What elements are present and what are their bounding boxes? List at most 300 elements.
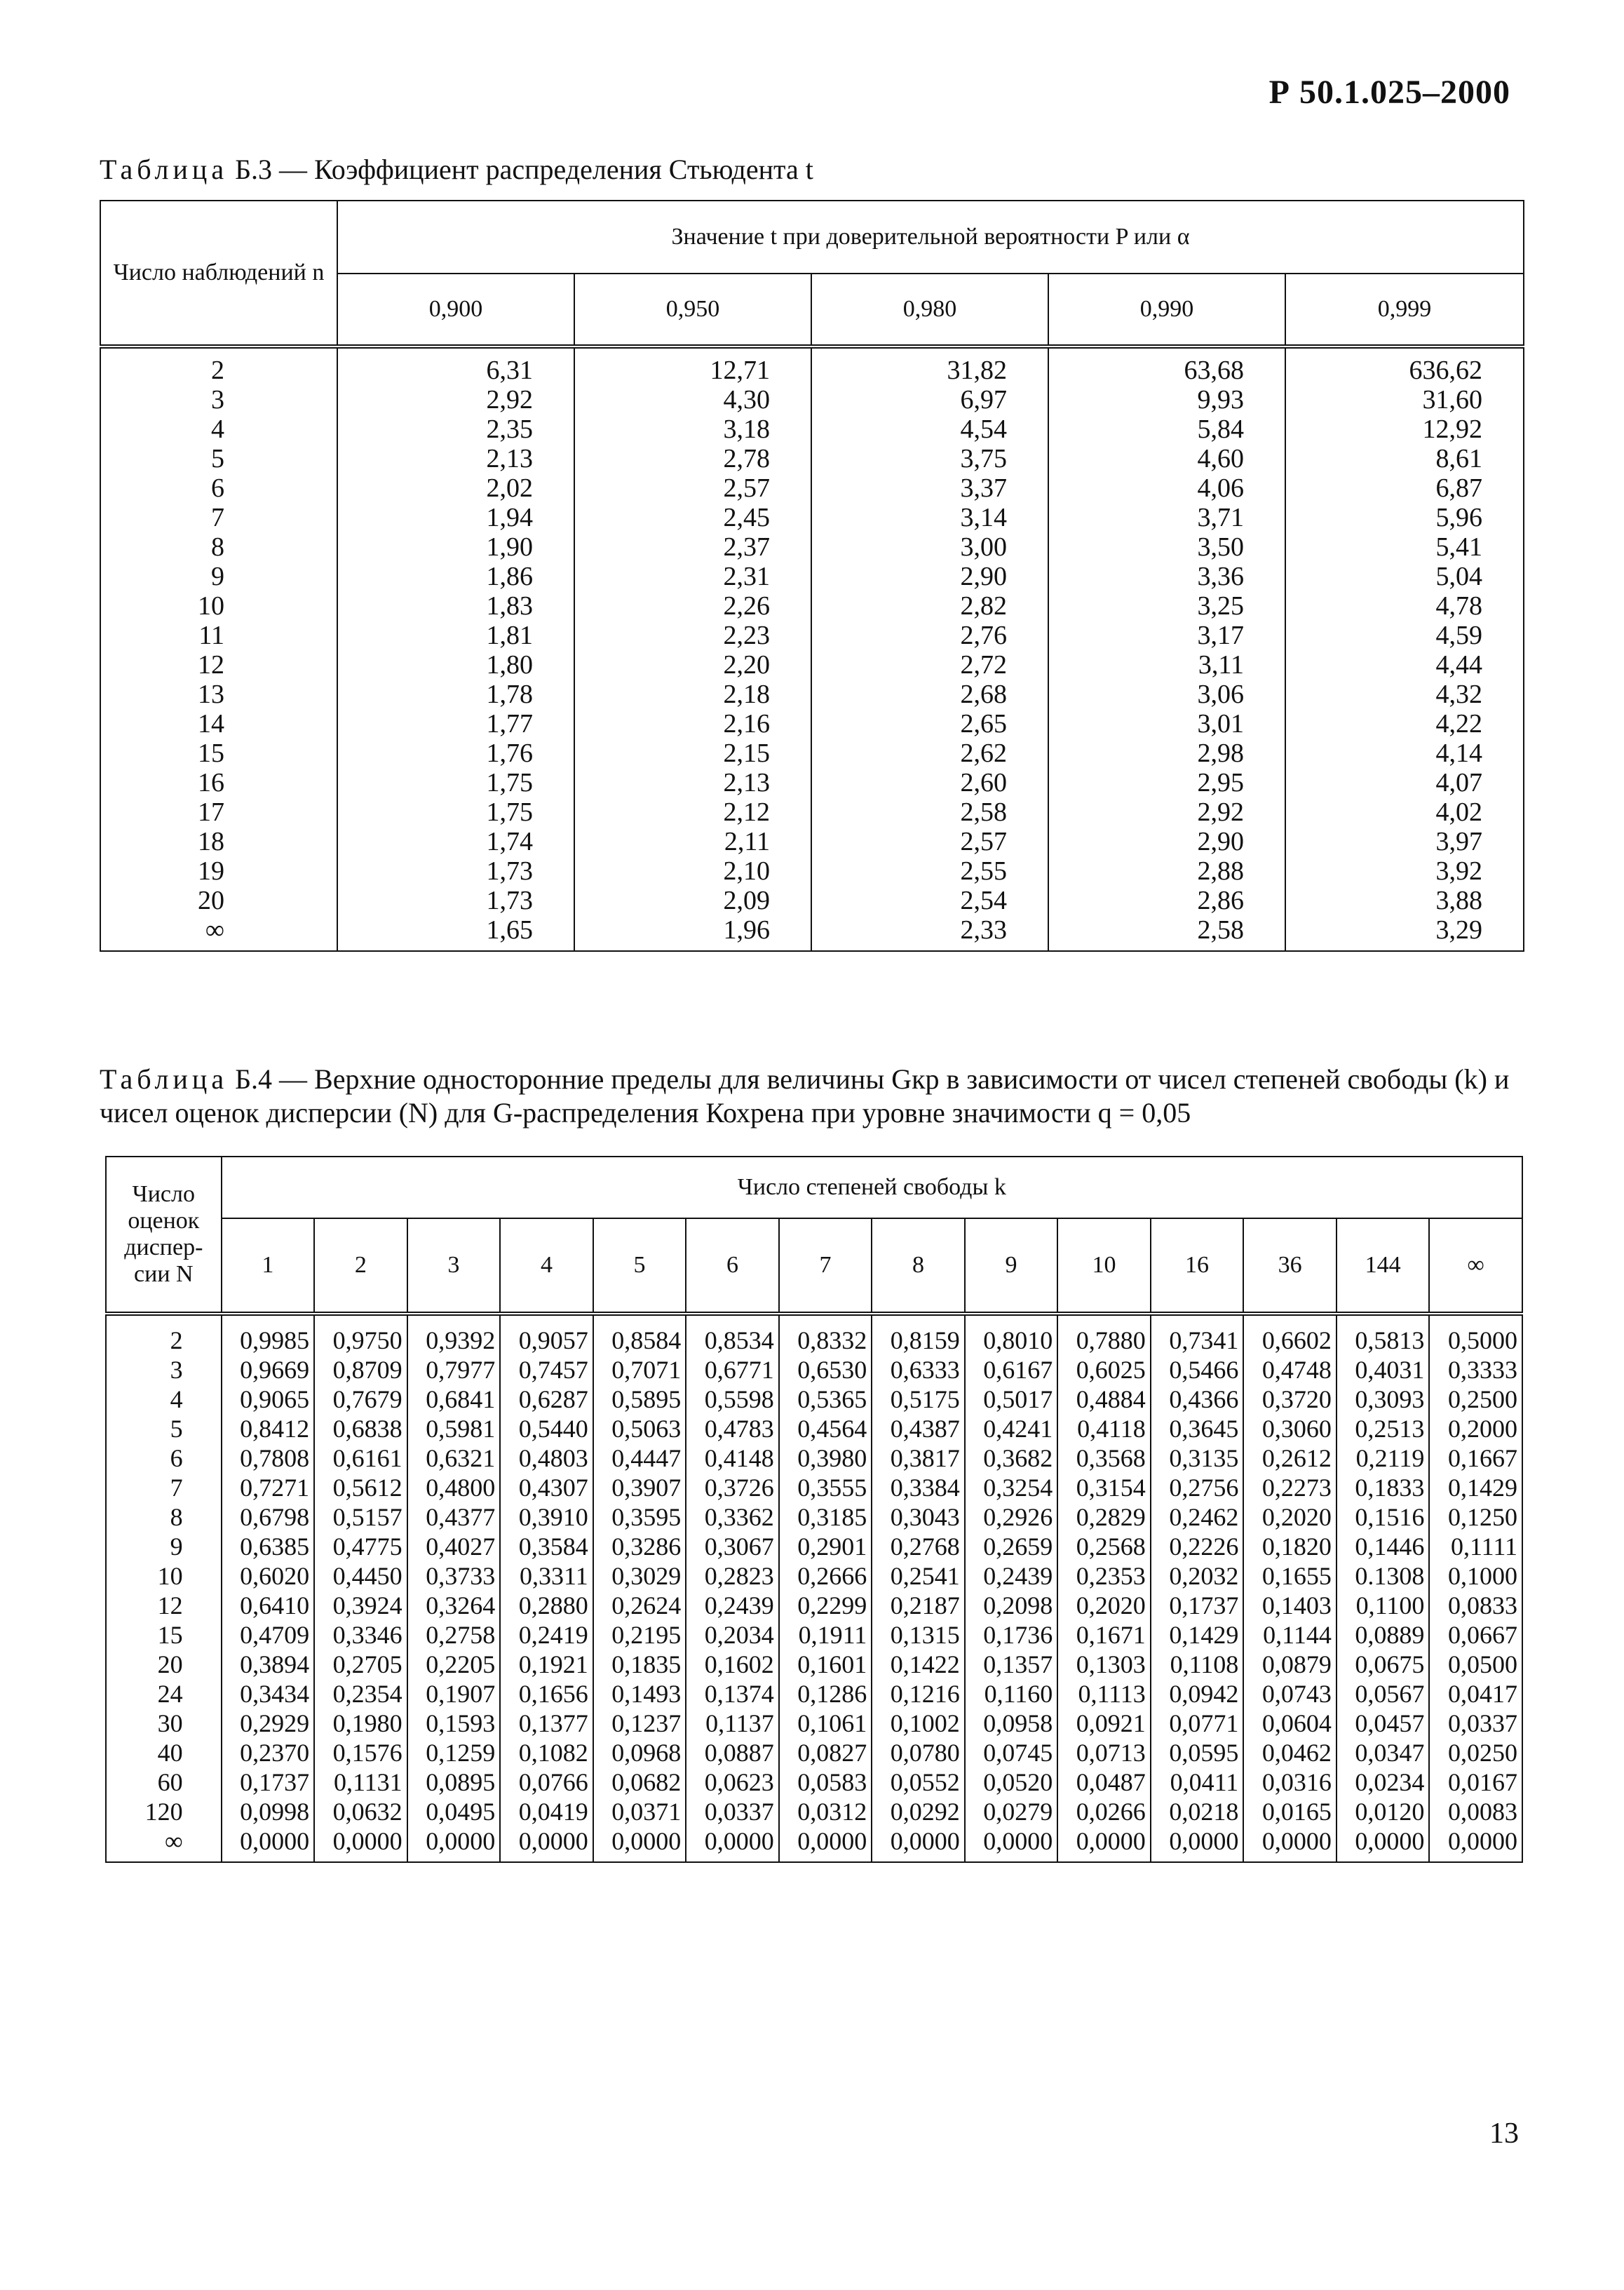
value-cell: 1,83 [337,591,574,621]
value-cell: 0,2758 [407,1620,501,1650]
value-cell: 0,0675 [1337,1650,1430,1679]
value-cell: 0,1667 [1429,1443,1522,1473]
value-cell: 0,7679 [314,1385,407,1414]
column-header: 1 [222,1218,315,1314]
row-label-cell: 19 [100,856,337,886]
value-cell: 0,1315 [872,1620,965,1650]
value-cell: 0,2541 [872,1561,965,1591]
value-cell: 0,0998 [222,1797,315,1826]
value-cell: 0,0000 [1429,1826,1522,1862]
value-cell: 0,6602 [1243,1316,1337,1355]
value-cell: 1,80 [337,650,574,680]
value-cell: 1,73 [337,886,574,915]
value-cell: 0,0595 [1151,1738,1244,1767]
value-cell: 2,82 [811,591,1048,621]
value-cell: 3,00 [811,532,1048,562]
value-cell: 0,6530 [779,1355,872,1385]
value-cell: 0,7341 [1151,1316,1244,1355]
value-cell: 0,2370 [222,1738,315,1767]
value-cell: 2,88 [1048,856,1285,886]
value-cell: 0,0500 [1429,1650,1522,1679]
value-cell: 0,4803 [500,1443,593,1473]
value-cell: 2,33 [811,915,1048,951]
row-label-cell: 5 [100,444,337,473]
value-cell: 4,32 [1285,680,1524,709]
value-cell: 0,3434 [222,1679,315,1709]
row-label-cell: 3 [100,385,337,415]
value-cell: 0,2500 [1429,1385,1522,1414]
value-cell: 0,0520 [965,1767,1058,1797]
value-cell: 0,3043 [872,1502,965,1532]
table-row [100,349,1524,385]
value-cell: 0,0000 [222,1826,315,1862]
table-row [100,562,1524,591]
value-cell: 0,3346 [314,1620,407,1650]
value-cell: 1,96 [574,915,811,951]
value-cell: 2,23 [574,621,811,650]
row-label-cell: 24 [106,1679,222,1709]
value-cell: 12,71 [574,349,811,385]
table-b3 [100,200,1524,952]
column-header: 5 [593,1218,686,1314]
value-cell: 0,0000 [965,1826,1058,1862]
value-cell: 0,0771 [1151,1709,1244,1738]
value-cell: 0,7808 [222,1443,315,1473]
value-cell: 0,2354 [314,1679,407,1709]
value-cell: 0,0218 [1151,1797,1244,1826]
value-cell: 0,0583 [779,1767,872,1797]
row-label-cell: 10 [100,591,337,621]
value-cell: 0,0000 [593,1826,686,1862]
value-cell: 0,5813 [1337,1316,1430,1355]
value-cell: 0,9750 [314,1316,407,1355]
value-cell: 3,06 [1048,680,1285,709]
row-label-cell: 20 [106,1650,222,1679]
value-cell: 0,3720 [1243,1385,1337,1414]
value-cell: 0,6798 [222,1502,315,1532]
value-cell: 3,01 [1048,709,1285,739]
value-cell: 0,0487 [1057,1767,1151,1797]
value-cell: 0,0887 [686,1738,779,1767]
value-cell: 2,76 [811,621,1048,650]
value-cell: 0,3894 [222,1650,315,1679]
value-cell: 0,0713 [1057,1738,1151,1767]
column-header: 144 [1337,1218,1430,1314]
value-cell: 3,17 [1048,621,1285,650]
table-row [106,1679,1522,1709]
value-cell: 0,5157 [314,1502,407,1532]
value-cell: 0,3254 [965,1473,1058,1502]
value-cell: 0,5365 [779,1385,872,1414]
value-cell: 2,72 [811,650,1048,680]
value-cell: 1,86 [337,562,574,591]
value-cell: 0,0604 [1243,1709,1337,1738]
value-cell: 0,2823 [686,1561,779,1591]
value-cell: 2,90 [1048,827,1285,856]
row-label-cell: 6 [100,473,337,503]
value-cell: 3,88 [1285,886,1524,915]
value-cell: 0,2299 [779,1591,872,1620]
value-cell: 1,90 [337,532,574,562]
table-row [106,1620,1522,1650]
value-cell: 0,3333 [1429,1355,1522,1385]
value-cell: 0,1237 [593,1709,686,1738]
column-header: 6 [686,1218,779,1314]
value-cell: 1,75 [337,797,574,827]
value-cell: 5,96 [1285,503,1524,532]
table-row [106,1385,1522,1414]
value-cell: 0,3093 [1337,1385,1430,1414]
value-cell: 0,2659 [965,1532,1058,1561]
value-cell: 0.1308 [1337,1561,1430,1591]
value-cell: 0,5440 [500,1414,593,1443]
table-b4 [105,1156,1523,1863]
value-cell: 0,9985 [222,1316,315,1355]
row-label-cell: 40 [106,1738,222,1767]
table-row [100,385,1524,415]
value-cell: 0,6025 [1057,1355,1151,1385]
value-cell: 1,78 [337,680,574,709]
value-cell: 0,5895 [593,1385,686,1414]
value-cell: 0,2119 [1337,1443,1430,1473]
value-cell: 0,1160 [965,1679,1058,1709]
value-cell: 2,92 [337,385,574,415]
value-cell: 0,6161 [314,1443,407,1473]
table-row [106,1316,1522,1355]
value-cell: 0,2929 [222,1709,315,1738]
value-cell: 0,1493 [593,1679,686,1709]
value-cell: 0,0371 [593,1797,686,1826]
value-cell: 0,0234 [1337,1767,1430,1797]
value-cell: 0,1131 [314,1767,407,1797]
value-cell: 0,4709 [222,1620,315,1650]
value-cell: 0,0000 [1243,1826,1337,1862]
value-cell: 2,95 [1048,768,1285,797]
value-cell: 0,3733 [407,1561,501,1591]
table-b3-caption [100,153,813,187]
value-cell: 3,75 [811,444,1048,473]
value-cell: 0,1737 [1151,1591,1244,1620]
row-label-cell: 17 [100,797,337,827]
value-cell: 6,87 [1285,473,1524,503]
value-cell: 0,9065 [222,1385,315,1414]
value-cell: 0,6838 [314,1414,407,1443]
table-row [100,797,1524,827]
value-cell: 0,4241 [965,1414,1058,1443]
value-cell: 0,0780 [872,1738,965,1767]
document-code: Р 50.1.025–2000 [1268,74,1510,111]
row-label-cell: 9 [100,562,337,591]
row-label-cell: 10 [106,1561,222,1591]
value-cell: 4,02 [1285,797,1524,827]
table-row [100,621,1524,650]
row-label-cell: 15 [106,1620,222,1650]
table-row [106,1443,1522,1473]
table-row [100,768,1524,797]
value-cell: 0,0552 [872,1767,965,1797]
row-label-cell: 30 [106,1709,222,1738]
value-cell: 0,4027 [407,1532,501,1561]
value-cell: 0,8159 [872,1316,965,1355]
row-label-cell: 2 [106,1316,222,1355]
row-label-cell: 4 [100,415,337,444]
value-cell: 1,94 [337,503,574,532]
row-label-cell: 12 [100,650,337,680]
column-header: 3 [407,1218,501,1314]
value-cell: 1,73 [337,856,574,886]
value-cell: 0,2768 [872,1532,965,1561]
value-cell: 3,25 [1048,591,1285,621]
value-cell: 0,1820 [1243,1532,1337,1561]
table-b4-group-header: Число степеней свободы k [222,1157,1522,1218]
value-cell: 0,4118 [1057,1414,1151,1443]
row-label-cell: 2 [100,349,337,385]
value-cell: 0,0958 [965,1709,1058,1738]
value-cell: 0,0827 [779,1738,872,1767]
value-cell: 2,13 [337,444,574,473]
value-cell: 0,1736 [965,1620,1058,1650]
value-cell: 2,18 [574,680,811,709]
table-row [106,1532,1522,1561]
value-cell: 0,2098 [965,1591,1058,1620]
value-cell: 0,7457 [500,1355,593,1385]
value-cell: 0,2705 [314,1650,407,1679]
value-cell: 2,20 [574,650,811,680]
value-cell: 0,0000 [407,1826,501,1862]
value-cell: 0,1377 [500,1709,593,1738]
row-label-cell: 5 [106,1414,222,1443]
value-cell: 0,2624 [593,1591,686,1620]
value-cell: 3,50 [1048,532,1285,562]
value-cell: 0,7271 [222,1473,315,1502]
column-header: 36 [1243,1218,1337,1314]
value-cell: 0,4450 [314,1561,407,1591]
value-cell: 1,76 [337,739,574,768]
column-header: 0,980 [811,274,1048,346]
value-cell: 0,6287 [500,1385,593,1414]
value-cell: 0,0889 [1337,1620,1430,1650]
value-cell: 0,6385 [222,1532,315,1561]
value-cell: 0,3185 [779,1502,872,1532]
value-cell: 0,2926 [965,1502,1058,1532]
column-header: 0,950 [574,274,811,346]
table-row [106,1826,1522,1862]
row-label-cell: 16 [100,768,337,797]
value-cell: 0,2666 [779,1561,872,1591]
table-row [106,1561,1522,1591]
table-b3-row-header: Число наблюдений n [100,201,337,346]
value-cell: 2,12 [574,797,811,827]
value-cell: 0,1113 [1057,1679,1151,1709]
value-cell: 0,1303 [1057,1650,1151,1679]
value-cell: 0,3568 [1057,1443,1151,1473]
table-b3-caption-text: Б.3 — Коэффициент распределения Стьюдента t [235,154,813,185]
value-cell: 0,1833 [1337,1473,1430,1502]
value-cell: 1,81 [337,621,574,650]
value-cell: 2,10 [574,856,811,886]
value-cell: 0,0279 [965,1797,1058,1826]
value-cell: 2,57 [574,473,811,503]
value-cell: 2,11 [574,827,811,856]
value-cell: 0,2568 [1057,1532,1151,1561]
value-cell: 0,0165 [1243,1797,1337,1826]
value-cell: 0,3595 [593,1502,686,1532]
value-cell: 0,6020 [222,1561,315,1591]
value-cell: 0,1980 [314,1709,407,1738]
value-cell: 0,4564 [779,1414,872,1443]
value-cell: 4,60 [1048,444,1285,473]
value-cell: 0,0682 [593,1767,686,1797]
table-row [100,856,1524,886]
value-cell: 0,8010 [965,1316,1058,1355]
table-row [106,1738,1522,1767]
value-cell: 4,07 [1285,768,1524,797]
table-b4-row-header: Число оценок диспер-сии N [106,1157,222,1314]
table-b3-caption-label: Таблица [100,154,229,185]
row-label-cell: 13 [100,680,337,709]
value-cell: 0,4377 [407,1502,501,1532]
value-cell: 4,30 [574,385,811,415]
table-row [106,1767,1522,1797]
value-cell: 0,0167 [1429,1767,1522,1797]
row-label-cell: 4 [106,1385,222,1414]
row-label-cell: 18 [100,827,337,856]
table-row [106,1797,1522,1826]
column-header: ∞ [1429,1218,1522,1314]
value-cell: 0,1259 [407,1738,501,1767]
value-cell: 0,0942 [1151,1679,1244,1709]
table-row [100,915,1524,951]
value-cell: 3,14 [811,503,1048,532]
value-cell: 2,68 [811,680,1048,709]
value-cell: 0,0000 [1337,1826,1430,1862]
table-b4-caption-label: Таблица [100,1063,229,1095]
value-cell: 2,57 [811,827,1048,856]
value-cell: 2,02 [337,473,574,503]
value-cell: 0,1000 [1429,1561,1522,1591]
table-row [106,1650,1522,1679]
value-cell: 0,7977 [407,1355,501,1385]
value-cell: 0,1286 [779,1679,872,1709]
value-cell: 0,8534 [686,1316,779,1355]
value-cell: 0,2226 [1151,1532,1244,1561]
value-cell: 31,82 [811,349,1048,385]
table-row [100,503,1524,532]
value-cell: 0,3384 [872,1473,965,1502]
value-cell: 0,1374 [686,1679,779,1709]
value-cell: 0,1250 [1429,1502,1522,1532]
value-cell: 3,11 [1048,650,1285,680]
table-row [100,591,1524,621]
value-cell: 0,5017 [965,1385,1058,1414]
column-header: 7 [779,1218,872,1314]
value-cell: 0,1656 [500,1679,593,1709]
value-cell: 0,0766 [500,1767,593,1797]
value-cell: 0,3067 [686,1532,779,1561]
value-cell: 8,61 [1285,444,1524,473]
value-cell: 0,0419 [500,1797,593,1826]
table-row [100,709,1524,739]
value-cell: 0,9669 [222,1355,315,1385]
row-label-cell: 15 [100,739,337,768]
value-cell: 0,0411 [1151,1767,1244,1797]
value-cell: 2,15 [574,739,811,768]
value-cell: 0,3135 [1151,1443,1244,1473]
value-cell: 0,2901 [779,1532,872,1561]
value-cell: 4,54 [811,415,1048,444]
value-cell: 0,6333 [872,1355,965,1385]
value-cell: 0,4447 [593,1443,686,1473]
column-header: 2 [314,1218,407,1314]
value-cell: 0,3555 [779,1473,872,1502]
value-cell: 2,58 [811,797,1048,827]
value-cell: 0,1737 [222,1767,315,1797]
value-cell: 0,0337 [1429,1709,1522,1738]
value-cell: 5,41 [1285,532,1524,562]
value-cell: 12,92 [1285,415,1524,444]
value-cell: 3,29 [1285,915,1524,951]
value-cell: 0,1516 [1337,1502,1430,1532]
value-cell: 4,06 [1048,473,1285,503]
value-cell: 0,3362 [686,1502,779,1532]
value-cell: 0,0921 [1057,1709,1151,1738]
value-cell: 4,59 [1285,621,1524,650]
value-cell: 3,37 [811,473,1048,503]
value-cell: 2,31 [574,562,811,591]
value-cell: 0,5000 [1429,1316,1522,1355]
value-cell: 0,6410 [222,1591,315,1620]
value-cell: 0,4387 [872,1414,965,1443]
value-cell: 1,75 [337,768,574,797]
row-label-cell: 8 [106,1502,222,1532]
value-cell: 0,1429 [1151,1620,1244,1650]
value-cell: 0,0417 [1429,1679,1522,1709]
value-cell: 2,26 [574,591,811,621]
value-cell: 31,60 [1285,385,1524,415]
table-row [100,827,1524,856]
value-cell: 0,1403 [1243,1591,1337,1620]
value-cell: 0,2034 [686,1620,779,1650]
value-cell: 2,90 [811,562,1048,591]
value-cell: 0,5175 [872,1385,965,1414]
value-cell: 5,84 [1048,415,1285,444]
value-cell: 0,5063 [593,1414,686,1443]
value-cell: 2,37 [574,532,811,562]
value-cell: 0,2000 [1429,1414,1522,1443]
value-cell: 0,4775 [314,1532,407,1561]
value-cell: 2,78 [574,444,811,473]
value-cell: 0,3645 [1151,1414,1244,1443]
value-cell: 0,3060 [1243,1414,1337,1443]
value-cell: 0,0347 [1337,1738,1430,1767]
value-cell: 0,0745 [965,1738,1058,1767]
value-cell: 0,4148 [686,1443,779,1473]
value-cell: 0,0879 [1243,1650,1337,1679]
row-label-cell: 12 [106,1591,222,1620]
value-cell: 6,97 [811,385,1048,415]
value-cell: 2,60 [811,768,1048,797]
value-cell: 0,1835 [593,1650,686,1679]
value-cell: 1,65 [337,915,574,951]
value-cell: 0,0833 [1429,1591,1522,1620]
row-label-cell: 6 [106,1443,222,1473]
row-label-cell: 7 [100,503,337,532]
column-header: 16 [1151,1218,1244,1314]
value-cell: 0,2020 [1057,1591,1151,1620]
value-cell: 0,6167 [965,1355,1058,1385]
column-header: 8 [872,1218,965,1314]
column-header: 0,999 [1285,274,1524,346]
